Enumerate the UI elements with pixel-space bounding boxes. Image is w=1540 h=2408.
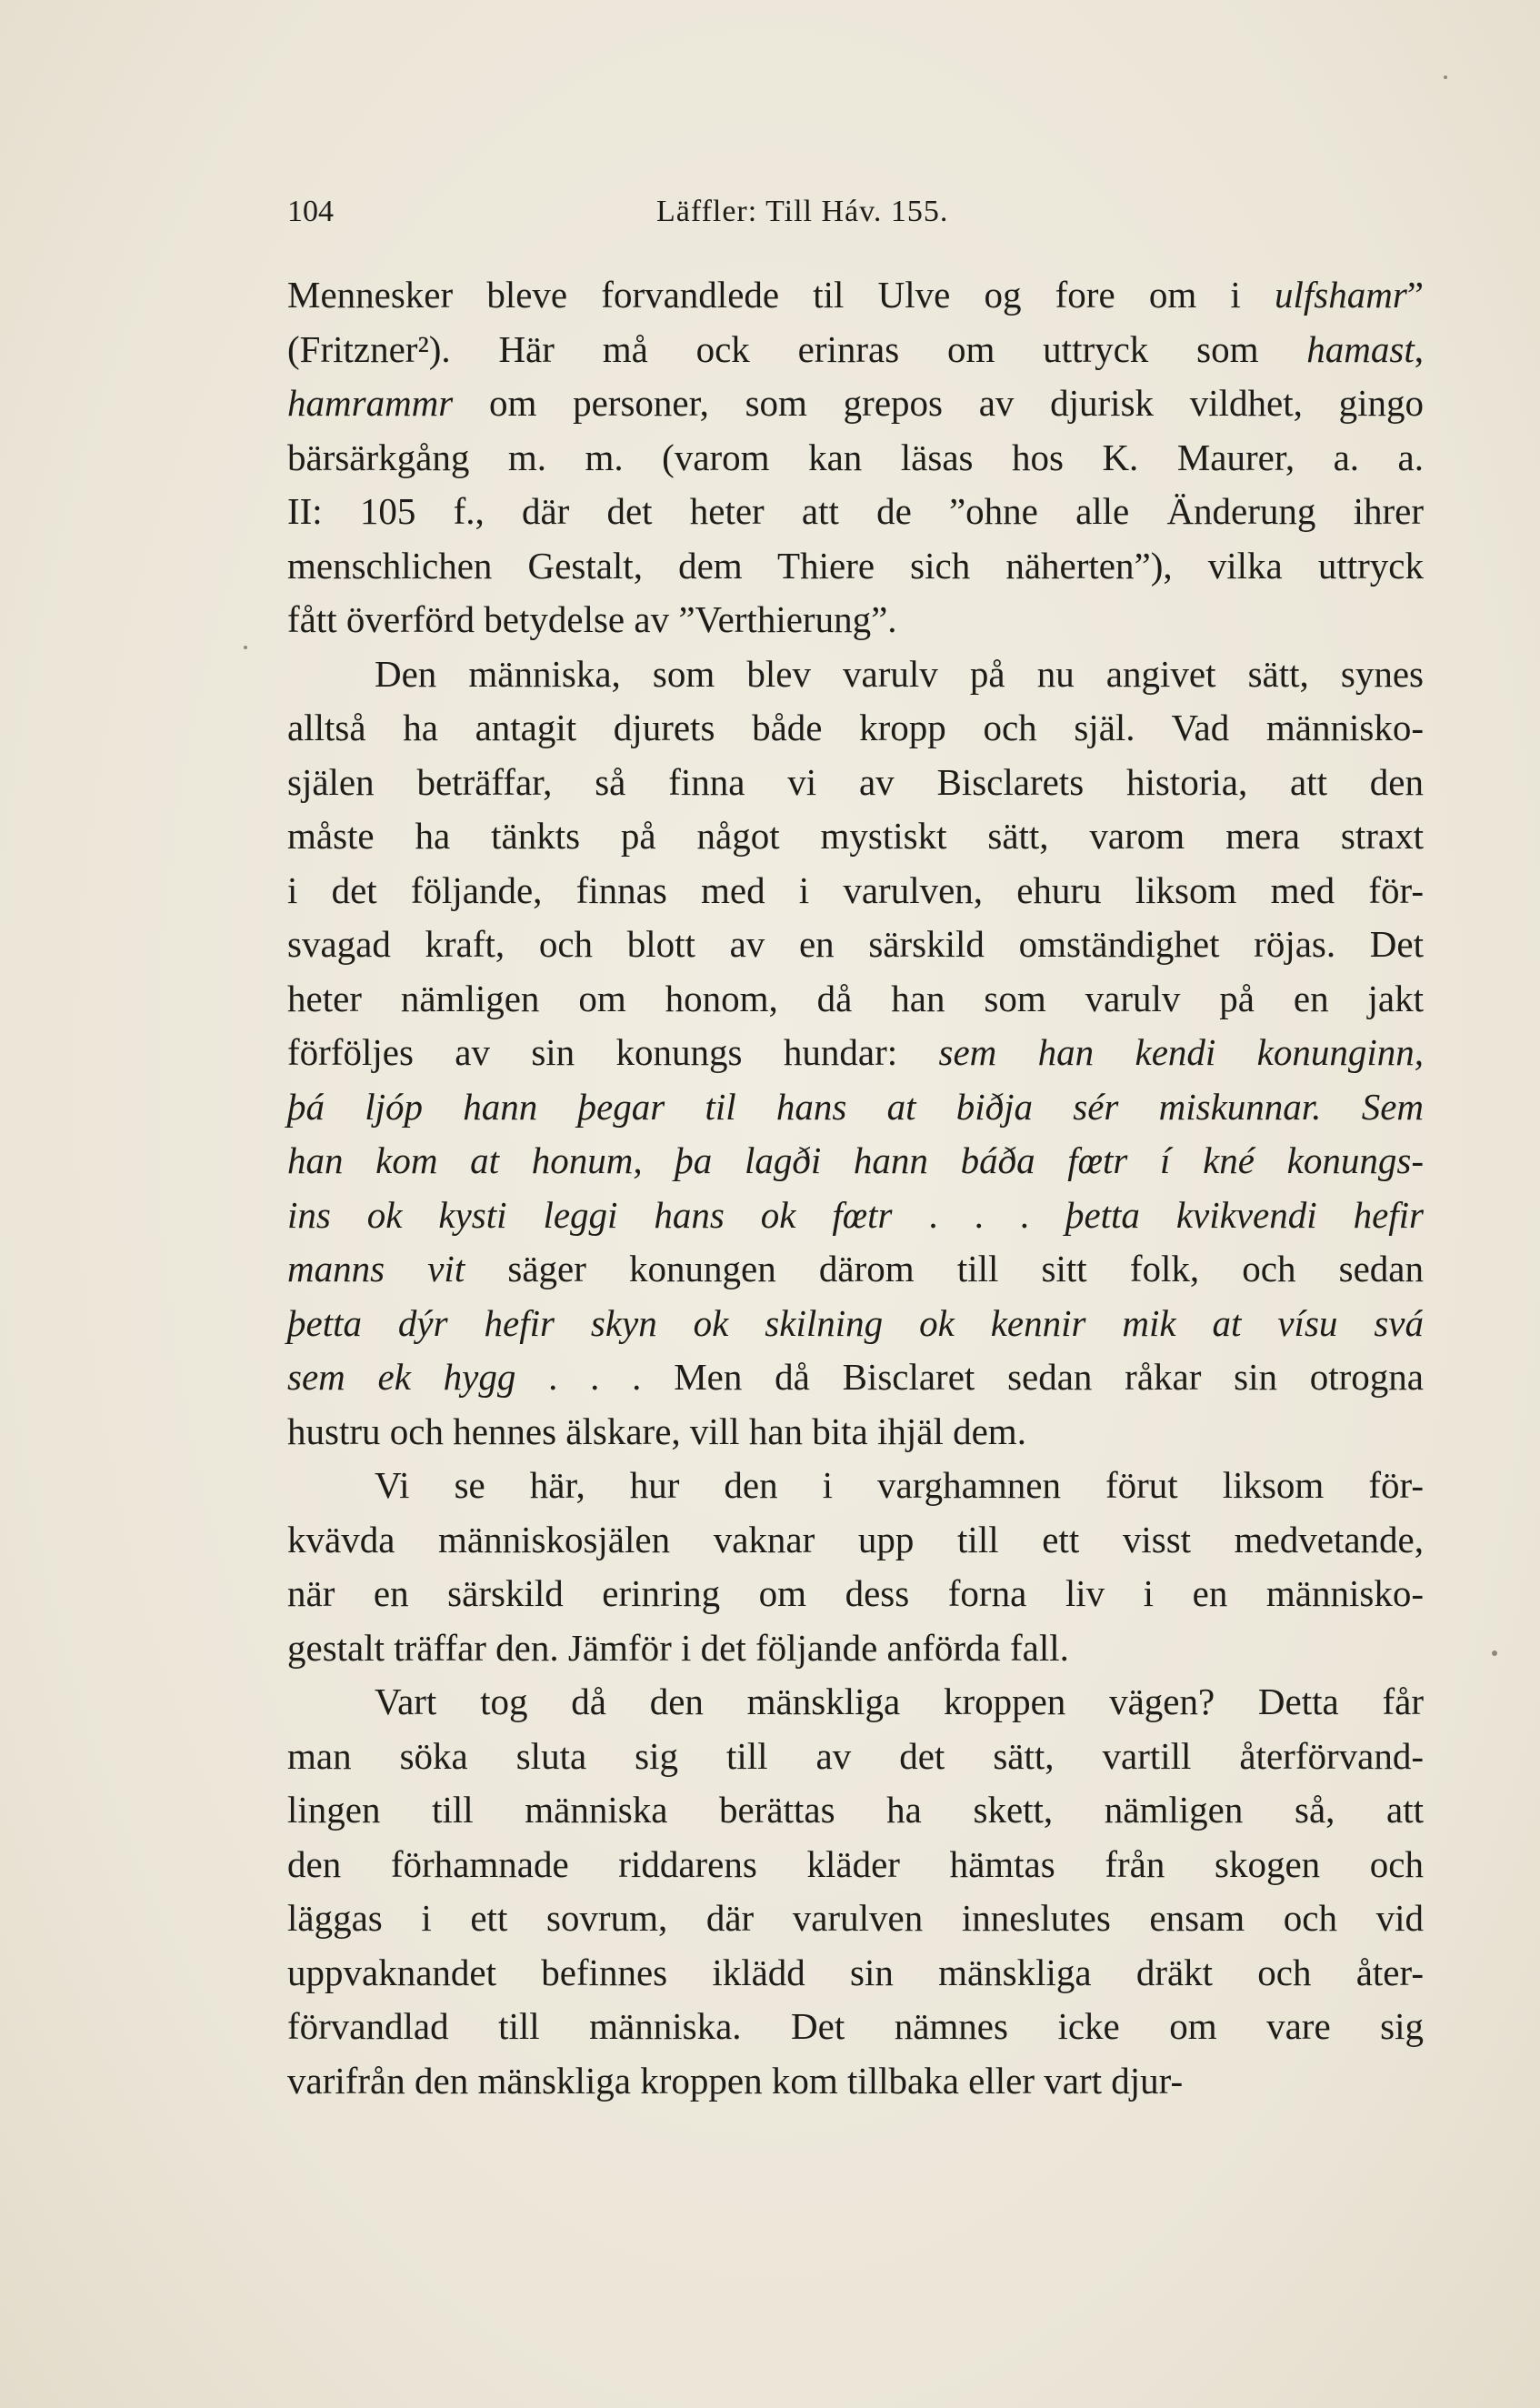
text-line (287, 323, 1424, 377)
text-segment: om personer, som grepos av djurisk vildhet, gingo (453, 382, 1424, 424)
text-line (287, 1838, 1424, 1892)
italic-segment: manns vit (287, 1248, 465, 1289)
text-segment: läggas i ett sovrum, där varulven inneslutes ensam och vid (287, 1897, 1424, 1939)
page-header (287, 195, 1345, 244)
text-segment: måste ha tänkts på något mystiskt sätt, varom mera straxt (287, 815, 1424, 857)
text-line (287, 1675, 1424, 1730)
text-line (287, 1513, 1424, 1568)
text-segment: i det följande, finnas med i varulven, ehuru liksom med för- (287, 868, 1424, 911)
paper-speck (244, 646, 247, 649)
text-line (287, 1783, 1424, 1838)
text-line (287, 1297, 1424, 1351)
text-segment: man söka sluta sig till av det sätt, vartill återförvand- (287, 1734, 1424, 1777)
text-line (287, 1405, 1424, 1460)
italic-segment: sem han kendi konunginn, (938, 1031, 1425, 1073)
text-line (287, 593, 1424, 647)
italic-segment: þetta kvikvendi hefir (1065, 1193, 1424, 1236)
text-line (287, 1080, 1424, 1135)
paragraph (287, 268, 1424, 647)
text-line (287, 1459, 1424, 1513)
italic-segment: han kom at honum, þa lagði hann báða fœtr í kné konungs- (287, 1139, 1424, 1181)
text-segment (1321, 1086, 1361, 1128)
text-segment: ” (1406, 274, 1424, 316)
text-segment: förföljes av sin konungs hundar: (287, 1031, 939, 1073)
text-line (287, 376, 1424, 431)
italic-segment: hamrammr (287, 382, 454, 424)
text-segment: uppvaknandet befinnes iklädd sin mänskliga dräkt och åter- (287, 1951, 1424, 1993)
text-line (287, 1026, 1424, 1080)
italic-segment: þetta dýr hefir skyn ok skilning ok kennir mik at vísu svá (287, 1301, 1424, 1344)
text-segment: förvandlad till människa. Det nämnes icke om vare sig (287, 2005, 1424, 2047)
paper-speck (1492, 1650, 1497, 1656)
paragraph (287, 647, 1424, 1460)
text-segment: , (1414, 327, 1424, 370)
text-line (287, 647, 1424, 702)
text-line (287, 809, 1424, 864)
text-line (287, 431, 1424, 486)
text-line (287, 1134, 1424, 1189)
italic-segment: hamast (1306, 327, 1415, 370)
text-line (287, 1189, 1424, 1243)
text-line (287, 485, 1424, 539)
text-segment: . . . (892, 1193, 1065, 1236)
text-line (287, 918, 1424, 972)
text-line (287, 1567, 1424, 1621)
text-segment: alltså ha antagit djurets både kropp och själ. Vad människo- (287, 707, 1424, 748)
text-line (287, 1946, 1424, 2001)
text-line (287, 2000, 1424, 2054)
italic-segment: sem ek hygg (287, 1356, 516, 1398)
text-line (287, 1621, 1424, 1676)
paragraph (287, 1675, 1424, 2108)
running-head: Läffler: Till Háv. 155. (656, 195, 949, 228)
text-segment: lingen till människa berättas ha skett, nämligen så, att (287, 1789, 1424, 1831)
text-line (287, 1242, 1424, 1297)
text-segment: . . . Men då Bisclaret sedan råkar sin otrogna (515, 1356, 1424, 1398)
text-line (287, 972, 1424, 1027)
text-segment: heter nämligen om honom, då han som varulv på en jakt (287, 977, 1424, 1019)
text-segment: när en särskild erinring om dess forna liv i en människo- (287, 1572, 1424, 1614)
text-line (287, 2054, 1424, 2109)
text-segment: svagad kraft, och blott av en särskild omständighet röjas. Det (287, 923, 1424, 965)
text-line (287, 756, 1424, 810)
text-segment: Vart tog då den mänskliga kroppen vägen? Detta får (375, 1681, 1424, 1722)
text-line (287, 1730, 1424, 1784)
text-line (287, 864, 1424, 918)
italic-segment: Sem (1361, 1085, 1425, 1128)
text-segment: (Fritzner²). Här må ock erinras om uttryck som (287, 327, 1307, 370)
italic-segment: ins ok kysti leggi hans ok fœtr (287, 1193, 893, 1236)
text-segment: fått överförd betydelse av ”Verthierung”. (287, 598, 897, 640)
text-segment: den förhamnade riddarens kläder hämtas från skogen och (287, 1842, 1424, 1885)
text-line (287, 1350, 1424, 1405)
text-line (287, 539, 1424, 594)
text-segment: säger konungen därom till sitt folk, och sedan (465, 1248, 1425, 1289)
text-segment: varifrån den mänskliga kroppen kom tillbaka eller vart djur- (287, 2059, 1184, 2102)
page-number: 104 (287, 195, 334, 228)
italic-segment: þá ljóp hann þegar til hans at biðja sér miskunnar. (287, 1085, 1322, 1128)
italic-segment: ulfshamr (1274, 274, 1407, 316)
text-line (287, 268, 1424, 323)
text-segment: hustru och hennes älskare, vill han bita ihjäl dem. (287, 1410, 1026, 1452)
text-line (287, 1891, 1424, 1946)
text-segment: gestalt träffar den. Jämför i det följande anförda fall. (287, 1626, 1069, 1669)
text-segment: Vi se här, hur den i varghamnen förut liksom för- (375, 1464, 1424, 1506)
text-segment: bärsärkgång m. m. (varom kan läsas hos K. Maurer, a. a. (287, 436, 1424, 478)
paper-speck (1444, 75, 1447, 79)
text-segment: själen beträffar, så finna vi av Bisclarets historia, att den (287, 760, 1424, 803)
text-segment: menschlichen Gestalt, dem Thiere sich näherten”), vilka uttryck (287, 544, 1424, 587)
text-segment: kvävda människosjälen vaknar upp till ett visst medvetande, (287, 1518, 1424, 1560)
text-segment: Mennesker bleve forvandlede til Ulve og fore om i (287, 274, 1275, 316)
text-segment: II: 105 f., där det heter att de ”ohne alle Änderung ihrer (287, 490, 1424, 532)
text-segment: Den människa, som blev varulv på nu angivet sätt, synes (375, 652, 1424, 695)
paragraph (287, 1459, 1424, 1675)
body-text (287, 268, 1424, 2108)
text-line (287, 701, 1424, 756)
